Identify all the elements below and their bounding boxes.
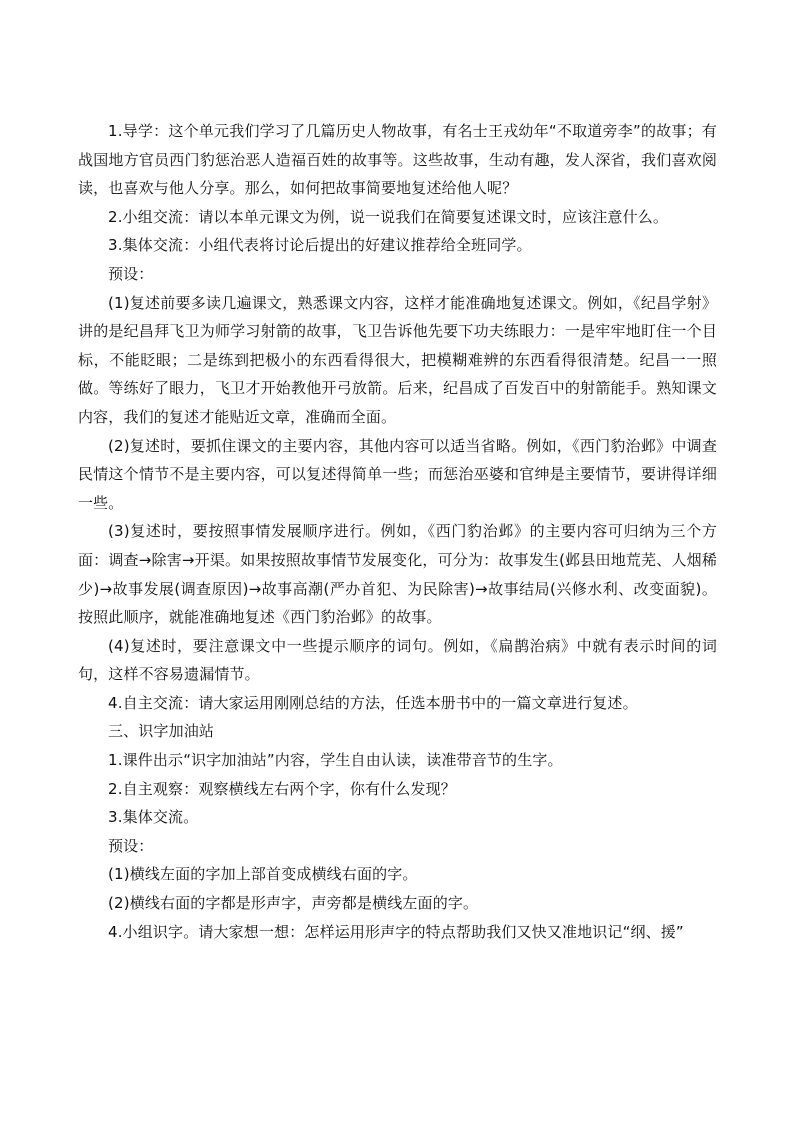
- paragraph-preset-2: (2)复述时，要抓住课文的主要内容，其他内容可以适当省略。例如，《西门豹治邺》中调查民情这个情节不是主要内容，可以复述得简单一些；而惩治巫婆和官绅是主要情节，要讲得详细一些。: [78, 436, 717, 512]
- paragraph-preset-1: (1)复述前要多读几遍课文，熟悉课文内容，这样才能准确地复述课文。例如，《纪昌学射》讲的是纪昌拜飞卫为师学习射箭的故事，飞卫告诉他先要下功夫练眼力：一是牢牢地盯住一个目标，不能眨眼；二是练到把极小的东西看得很大，把模糊难辨的东西看得很清楚。纪昌一一照做。等练好了眼力，飞卫才开始教他开弓放箭。后来，纪昌成了百发百中的射箭能手。熟知课文内容，我们的复述才能贴近文章，准确而全面。: [78, 293, 717, 426]
- paragraph-radical-1: (1)横线左面的字加上部首变成横线右面的字。: [108, 865, 418, 884]
- section-heading-literacy-station: 三、识字加油站: [108, 722, 215, 741]
- paragraph-group-discussion: 2.小组交流：请以本单元课文为例，说一说我们在简要复述课文时，应该注意什么。: [108, 207, 669, 226]
- paragraph-courseware: 1.课件出示“识字加油站”内容，学生自由认读，读准带音节的生字。: [108, 751, 563, 770]
- paragraph-guide: 1.导学：这个单元我们学习了几篇历史人物故事，有名士王戎幼年“不取道旁李”的故事；有战国地方官员西门豹惩治恶人造福百姓的故事等。这些故事，生动有趣，发人深省，我们喜欢阅读，也喜欢与他人分享。那么，如何把故事简要地复述给他人呢？: [78, 122, 717, 198]
- paragraph-preset-4: (4)复述时，要注意课文中一些提示顺序的词句。例如，《扁鹊治病》中就有表示时间的词句，这样不容易遗漏情节。: [78, 636, 717, 684]
- paragraph-collective: 3.集体交流。: [108, 808, 199, 827]
- paragraph-class-discussion: 3.集体交流：小组代表将讨论后提出的好建议推荐给全班同学。: [108, 236, 532, 255]
- paragraph-radical-2: (2)横线右面的字都是形声字，声旁都是横线左面的字。: [108, 894, 479, 913]
- paragraph-observe: 2.自主观察：观察横线左右两个字，你有什么发现？: [108, 779, 456, 798]
- paragraph-preset-label: 预设：: [108, 264, 154, 283]
- paragraph-preset-3: (3)复述时，要按照事情发展顺序进行。例如，《西门豹治邺》的主要内容可归纳为三个方面：调查→除害→开渠。如果按照故事情节发展变化，可分为：故事发生(邺县田地荒芜、人烟稀少)→故事发展(调查原因)→故事高潮(严办首犯、为民除害)→故事结局(兴修水利、改变面貌)。按照此顺序，就能准确地复述《西门豹治邺》的故事。: [78, 522, 717, 627]
- paragraph-preset-label-2: 预设：: [108, 836, 154, 855]
- paragraph-self-exchange: 4.自主交流：请大家运用刚刚总结的方法，任选本册书中的一篇文章进行复述。: [108, 693, 638, 712]
- paragraph-group-literacy: 4.小组识字。请大家想一想：怎样运用形声字的特点帮助我们又快又准地识记“纲、援”: [108, 922, 684, 941]
